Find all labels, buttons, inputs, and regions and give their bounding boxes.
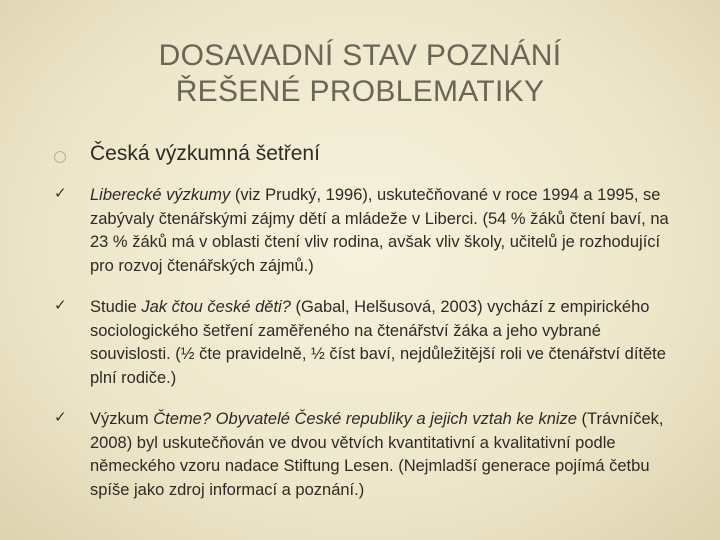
slide-title <box>60 38 660 110</box>
list-item-text <box>90 408 672 502</box>
item-body: (viz Prudký, 1996), uskutečňované v roce 1994 a 1995, se zabývaly čtenářskými zájmy dětí a mládeže v Liberci. (54 % žáků čtení baví, na 23 % žáků má v oblasti čtení vliv rodina, avšak vliv školy, učitelů je rozhodující pro rozvoj čtenářských zájmů.) <box>90 186 669 275</box>
item-body: (Trávníček, 2008) byl uskutečňován ve dvou větvích kvantitativní a kvalitativní podle německého vzoru nadace Stiftung Lesen. (Nejmladší generace pojímá četbu spíše jako zdroj informací a poznání.) <box>90 410 664 499</box>
checkmark-icon: ✓ <box>54 184 67 202</box>
item-prefix: Studie <box>90 298 142 316</box>
checkmark-icon: ✓ <box>54 296 67 314</box>
list-item <box>52 408 672 502</box>
content-list <box>52 140 672 502</box>
item-italic-title: Liberecké výzkumy <box>90 186 231 204</box>
checkmark-icon: ✓ <box>54 408 67 426</box>
title-line-1: DOSAVADNÍ STAV POZNÁNÍ <box>158 39 562 72</box>
list-item-text <box>90 184 672 278</box>
title-line-2: ŘEŠENÉ PROBLEMATIKY <box>175 75 545 108</box>
section-heading: Česká výzkumná šetření <box>90 142 320 165</box>
item-italic-title: Čteme? Obyvatelé České republiky a jejich vztah ke knize <box>153 410 577 428</box>
item-body: (Gabal, Helšusová, 2003) vychází z empirického sociologického šetření zaměřeného na čtenářství žáka a jeho vybrané souvislosti. (½ čte pravidelně, ½ číst baví, nejdůležitější roli ve čtenářství dítěte plní rodiče.) <box>90 298 666 387</box>
circle-bullet-icon <box>54 151 66 163</box>
item-italic-title: Jak čtou české děti? <box>141 298 291 316</box>
list-item <box>52 296 672 390</box>
list-item-text <box>90 296 672 390</box>
item-prefix: Výzkum <box>90 410 154 428</box>
section-heading-row <box>52 140 672 174</box>
list-item <box>52 184 672 278</box>
